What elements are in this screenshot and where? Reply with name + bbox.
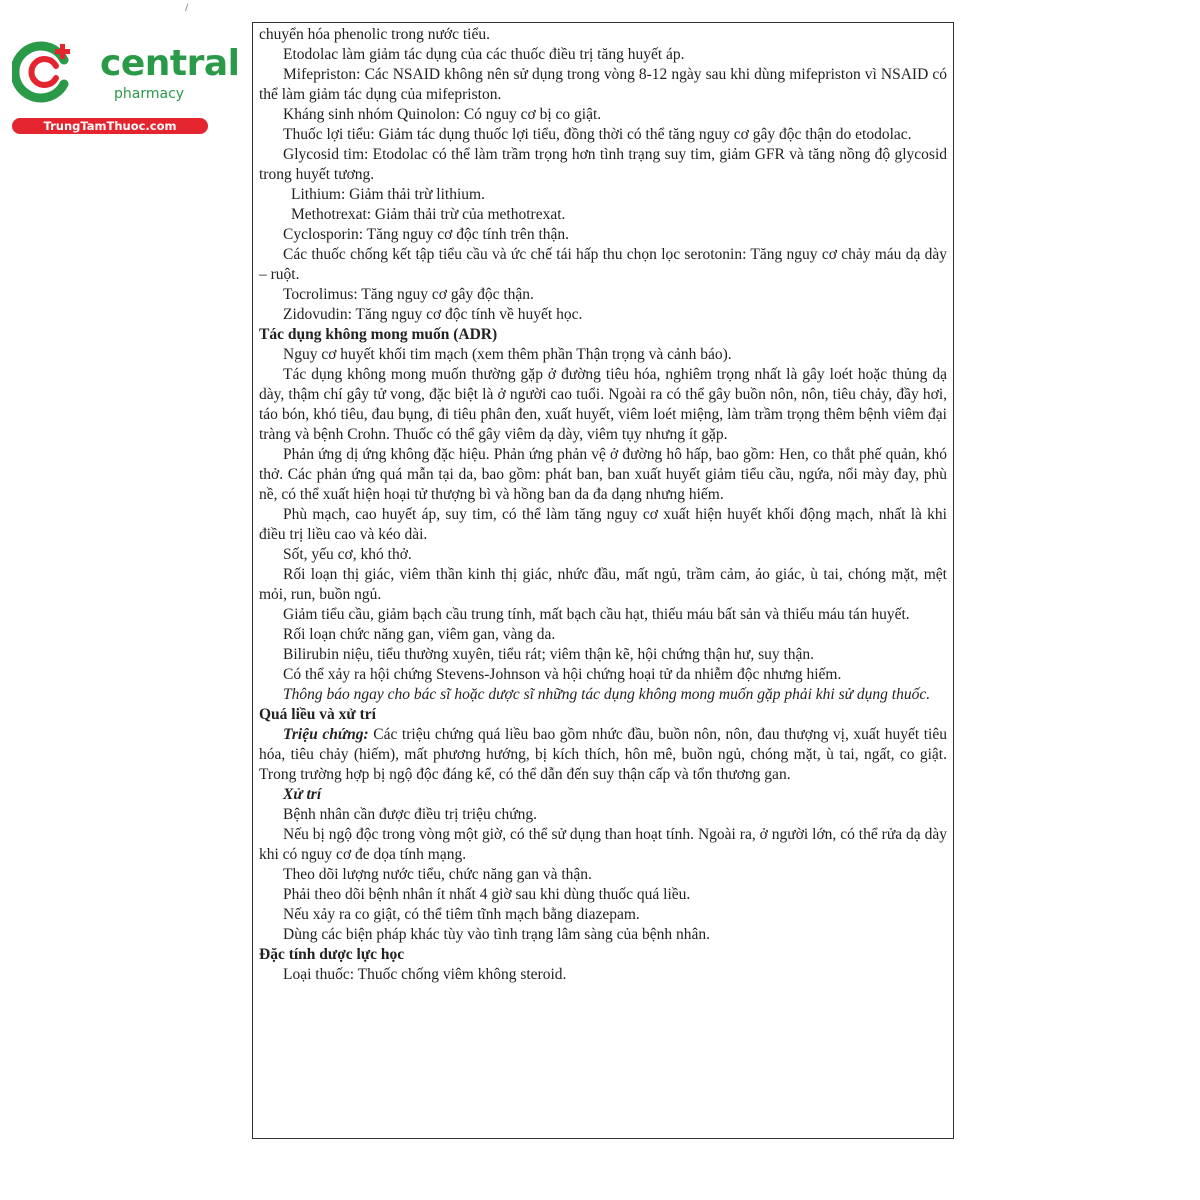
treatment-line: Dùng các biện pháp khác tùy vào tình trạng lâm sàng của bệnh nhân. bbox=[283, 926, 710, 943]
adr-notice: Thông báo ngay cho bác sĩ hoặc dược sĩ những tác dụng không mong muốn gặp phải khi sử dụng thuốc. bbox=[283, 686, 931, 703]
logo-website-link[interactable]: TrungTamThuoc.com bbox=[12, 118, 208, 134]
interaction-line: Mifepriston: Các NSAID không nên sử dụng trong vòng 8-12 ngày sau khi dùng mifepriston vì NSAID có thể làm giảm tác dụng của mifepriston. bbox=[259, 66, 947, 103]
leaflet-content bbox=[253, 23, 953, 985]
section-heading-pharmacodynamics: Đặc tính dược lực học bbox=[259, 946, 405, 963]
interaction-line: Zidovudin: Tăng nguy cơ độc tính về huyết học. bbox=[283, 306, 583, 323]
adr-paragraph: Nguy cơ huyết khối tim mạch (xem thêm phần Thận trọng và cảnh báo). bbox=[283, 346, 732, 363]
interaction-line: Cyclosporin: Tăng nguy cơ độc tính trên thận. bbox=[283, 226, 570, 243]
treatment-label: Xử trí bbox=[283, 786, 322, 803]
interaction-line: Methotrexat: Giảm thải trừ của methotrexat. bbox=[291, 206, 566, 223]
interaction-line: Kháng sinh nhóm Quinolon: Có nguy cơ bị co giật. bbox=[283, 106, 602, 123]
interaction-line: Lithium: Giảm thải trừ lithium. bbox=[291, 186, 485, 203]
adr-paragraph: Bilirubin niệu, tiểu thường xuyên, tiểu rát; viêm thận kẽ, hội chứng thận hư, suy thận. bbox=[283, 646, 815, 663]
scan-mark bbox=[185, 3, 192, 12]
adr-paragraph: Rối loạn thị giác, viêm thần kinh thị giác, nhức đầu, mất ngủ, trầm cảm, ảo giác, ù tai, chóng mặt, mệt mỏi, run, buồn ngủ. bbox=[259, 566, 947, 603]
section-heading-overdose: Quá liều và xử trí bbox=[259, 706, 376, 723]
adr-paragraph: Giảm tiểu cầu, giảm bạch cầu trung tính, mất bạch cầu hạt, thiếu máu bất sản và thiếu máu tán huyết. bbox=[283, 606, 910, 623]
central-pharmacy-logo[interactable] bbox=[12, 34, 240, 136]
adr-paragraph: Có thể xảy ra hội chứng Stevens-Johnson và hội chứng hoại tử da nhiễm độc nhưng hiếm. bbox=[283, 666, 842, 683]
pharmacy-cross-logo-icon bbox=[12, 38, 78, 104]
interaction-line: Glycosid tim: Etodolac có thể làm trầm trọng hơn tình trạng suy tim, giảm GFR và tăng nồng độ glycosid trong huyết tương. bbox=[259, 146, 947, 183]
interaction-line: chuyển hóa phenolic trong nước tiểu. bbox=[259, 26, 490, 43]
adr-paragraph: Phản ứng dị ứng không đặc hiệu. Phản ứng phản vệ ở đường hô hấp, bao gồm: Hen, co thắt phế quản, khó thở. Các phản ứng quá mẫn tại da, bao gồm: phát ban, ban xuất huyết giảm tiểu cầu, ngứa, nổi mày đay, phù nề, có thể xuất hiện hoại tử thượng bì và hồng ban da đa dạng nhưng hiếm. bbox=[259, 446, 947, 503]
treatment-line: Phải theo dõi bệnh nhân ít nhất 4 giờ sau khi dùng thuốc quá liều. bbox=[283, 886, 691, 903]
logo-subtitle: pharmacy bbox=[114, 86, 185, 102]
adr-paragraph: Rối loạn chức năng gan, viêm gan, vàng da. bbox=[283, 626, 556, 643]
interaction-line: Các thuốc chống kết tập tiểu cầu và ức chế tái hấp thu chọn lọc serotonin: Tăng nguy cơ chảy máu dạ dày – ruột. bbox=[259, 246, 947, 283]
interaction-line: Thuốc lợi tiểu: Giảm tác dụng thuốc lợi tiểu, đồng thời có thể tăng nguy cơ gây độc thận do etodolac. bbox=[283, 126, 912, 143]
interaction-line: Etodolac làm giảm tác dụng của các thuốc điều trị tăng huyết áp. bbox=[283, 46, 685, 63]
logo-brand-name: central bbox=[100, 43, 240, 84]
treatment-line: Bệnh nhân cần được điều trị triệu chứng. bbox=[283, 806, 537, 823]
symptoms-label: Triệu chứng: bbox=[283, 726, 369, 743]
interaction-line: Tocrolimus: Tăng nguy cơ gây độc thận. bbox=[283, 286, 534, 303]
pharmacodynamics-line: Loại thuốc: Thuốc chống viêm không steroid. bbox=[283, 966, 567, 983]
adr-paragraph: Sốt, yếu cơ, khó thở. bbox=[283, 546, 412, 563]
treatment-line: Nếu bị ngộ độc trong vòng một giờ, có thể sử dụng than hoạt tính. Ngoài ra, ở người lớn, có thể rửa dạ dày khi có nguy cơ đe dọa tính mạng. bbox=[259, 826, 947, 863]
leaflet-page bbox=[252, 22, 954, 1139]
overdose-symptoms bbox=[259, 725, 947, 785]
symptoms-text: Các triệu chứng quá liều bao gồm nhức đầu, buồn nôn, nôn, đau thượng vị, xuất huyết tiêu hóa, tiêu chảy (hiếm), mất phương hướng, bị kích thích, hôn mê, buồn ngủ, chóng mặt, ù tai, ngất, co giật. Trong trường hợp bị ngộ độc đáng kể, có thể dẫn đến suy thận cấp và tổn thương gan. bbox=[259, 726, 947, 783]
section-heading-adr: Tác dụng không mong muốn (ADR) bbox=[259, 326, 498, 343]
adr-paragraph: Phù mạch, cao huyết áp, suy tim, có thể làm tăng nguy cơ xuất hiện huyết khối động mạch, nhất là khi điều trị liều cao và kéo dài. bbox=[259, 506, 947, 543]
adr-paragraph: Tác dụng không mong muốn thường gặp ở đường tiêu hóa, nghiêm trọng nhất là gây loét hoặc thủng dạ dày, thậm chí gây tử vong, đặc biệt là ở người cao tuổi. Ngoài ra có thể gây buồn nôn, nôn, tiêu chảy, đầy hơi, táo bón, khó tiêu, đau bụng, đi tiêu phân đen, xuất huyết, viêm loét miệng, làm trầm trọng thêm bệnh viêm đại tràng và bệnh Crohn. Thuốc có thể gây viêm dạ dày, viêm tụy nhưng ít gặp. bbox=[259, 366, 947, 443]
treatment-line: Nếu xảy ra co giật, có thể tiêm tĩnh mạch bằng diazepam. bbox=[283, 906, 640, 923]
treatment-line: Theo dõi lượng nước tiểu, chức năng gan và thận. bbox=[283, 866, 592, 883]
